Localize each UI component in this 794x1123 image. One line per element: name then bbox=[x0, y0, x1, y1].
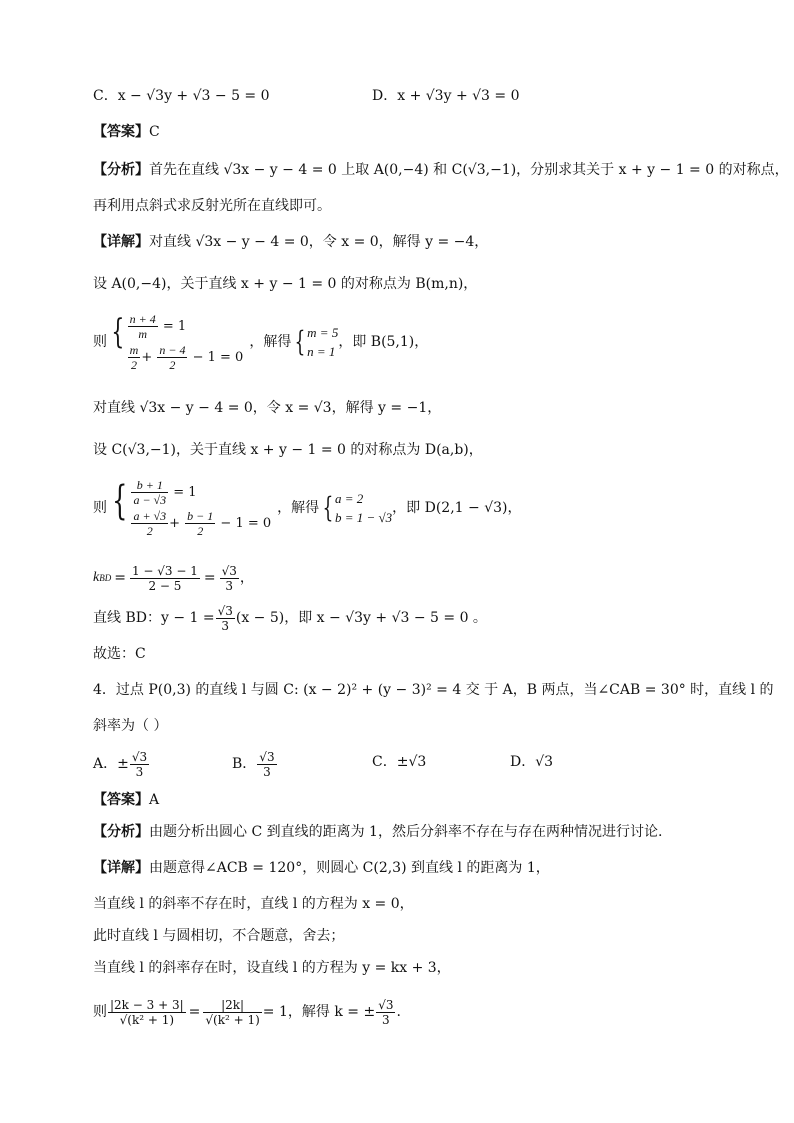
option-c-prev: C．x − √3y + √3 − 5 = 0 bbox=[93, 88, 270, 104]
solution-system-2: { a = 2 b = 1 − √3 bbox=[322, 491, 393, 525]
detail-line-4: 对直线 √3x − y − 4 = 0，令 x = √3，解得 y = −1， bbox=[93, 400, 442, 416]
ze-label: 则 bbox=[93, 334, 107, 350]
ze-label: 则 bbox=[93, 500, 107, 516]
detail-line-2: 设 A(0,−4)，关于直线 x + y − 1 = 0 的对称点为 B(m,n)， bbox=[93, 276, 478, 292]
q4-option-a: A．± $\frac{√3}{3}$ bbox=[93, 749, 148, 779]
solution-row: a = 2 bbox=[334, 491, 364, 506]
option-d-prev: D．x + √3y + √3 = 0 bbox=[372, 88, 520, 104]
solution-row: m = 5 bbox=[307, 325, 339, 340]
detail-2-line-3: 此时直线 l 与圆相切，不合题意，舍去； bbox=[93, 928, 345, 944]
q4-option-c: C．±√3 bbox=[372, 754, 427, 770]
analysis-line-2: 【分析】由题分析出圆心 C 到直线的距离为 1，然后分斜率不存在与存在两种情况进行讨论. bbox=[93, 824, 663, 840]
system-row: $\frac{n + 4}{m}$ = 1 bbox=[129, 312, 187, 341]
jiede-label: ，解得 bbox=[249, 334, 292, 350]
system-line-1 bbox=[93, 312, 428, 372]
system-line-2 bbox=[93, 474, 522, 542]
q4-option-b: B． $\frac{√3}{3}$ bbox=[232, 749, 275, 779]
analysis-label: 【分析】 bbox=[93, 162, 149, 178]
jiede-label: ，解得 bbox=[277, 500, 320, 516]
choose-line-1: 故选：C bbox=[93, 646, 146, 662]
detail-2-line-2: 当直线 l 的斜率不存在时，直线 l 的方程为 x = 0， bbox=[93, 896, 414, 912]
answer-line-2: 【答案】A bbox=[93, 792, 160, 808]
detail-text: 对直线 √3x − y − 4 = 0，令 x = 0，解得 y = −4， bbox=[149, 234, 489, 250]
equation-system-2: { $\frac{b + 1}{a - √3}$ = 1 $\frac{a + √3}{2}$ + $\frac{b - 1}{2}$ − 1 = 0 bbox=[112, 478, 272, 538]
detail-2-final: 则 $\frac{|2k - 3 + 3|}{\text{√(k² + 1)}}$ = $\frac{|2k|}{\text{√(k² + 1)}}$ = 1，解得 k = ± $\frac{√3}{3}$ . bbox=[93, 997, 401, 1027]
left-brace: { bbox=[111, 312, 125, 352]
system-row: $\frac{m}{2}$ + $\frac{n - 4}{2}$ − 1 = 0 bbox=[129, 343, 244, 372]
answer-line-1 bbox=[93, 122, 160, 142]
detail-label: 【详解】 bbox=[93, 234, 149, 250]
question-4-line-2: 斜率为（ ） bbox=[93, 718, 168, 734]
system-row: $\frac{b + 1}{a - √3}$ = 1 bbox=[133, 478, 197, 507]
analysis-line-1a bbox=[93, 160, 789, 180]
answer-label: 【答案】 bbox=[93, 124, 149, 140]
solution-tail: ，即 D(2,1 − √3)， bbox=[392, 500, 522, 516]
solution-row: n = 1 bbox=[307, 344, 336, 359]
question-4-line-1: 4．过点 P(0,3) 的直线 l 与圆 C: (x − 2)² + (y − 3)² = 4 交 于 A，B 两点，当∠CAB = 30° 时，直线 l 的 bbox=[93, 682, 774, 698]
q4-option-d: D．√3 bbox=[510, 754, 554, 770]
solution-row: b = 1 − √3 bbox=[334, 510, 393, 525]
solution-system-1: { m = 5 n = 1 bbox=[294, 325, 339, 359]
detail-line-5: 设 C(√3,−1)，关于直线 x + y − 1 = 0 的对称点为 D(a,b)， bbox=[93, 442, 483, 458]
analysis-line-1b: 再利用点斜式求反射光所在直线即可。 bbox=[93, 198, 331, 214]
system-row: $\frac{a + √3}{2}$ + $\frac{b - 1}{2}$ − 1 = 0 bbox=[133, 509, 272, 538]
analysis-text: 首先在直线 √3x − y − 4 = 0 上取 A(0,−4) 和 C(√3,−1)，分别求其关于 x + y − 1 = 0 的对称点， bbox=[149, 162, 789, 178]
solution-tail: ，即 B(5,1)， bbox=[338, 334, 429, 350]
detail-2-line-4: 当直线 l 的斜率存在时，设直线 l 的方程为 y = kx + 3， bbox=[93, 960, 451, 976]
line-bd-equation: 直线 BD：y − 1 = $\frac{√3}{3}$ (x − 5)，即 x − √3y + √3 − 5 = 0 。 bbox=[93, 603, 487, 633]
detail-line-1 bbox=[93, 232, 488, 252]
answer-value: C bbox=[149, 124, 160, 140]
slope-bd-line: k BD = $\frac{1 - √3 - 1}{2 - 5}$ = $\frac{√3}{3}$ ， bbox=[93, 563, 254, 593]
equation-system-1 bbox=[107, 312, 243, 372]
detail-2-line-1: 【详解】由题意得∠ACB = 120°，则圆心 C(2,3) 到直线 l 的距离为 1， bbox=[93, 860, 550, 876]
